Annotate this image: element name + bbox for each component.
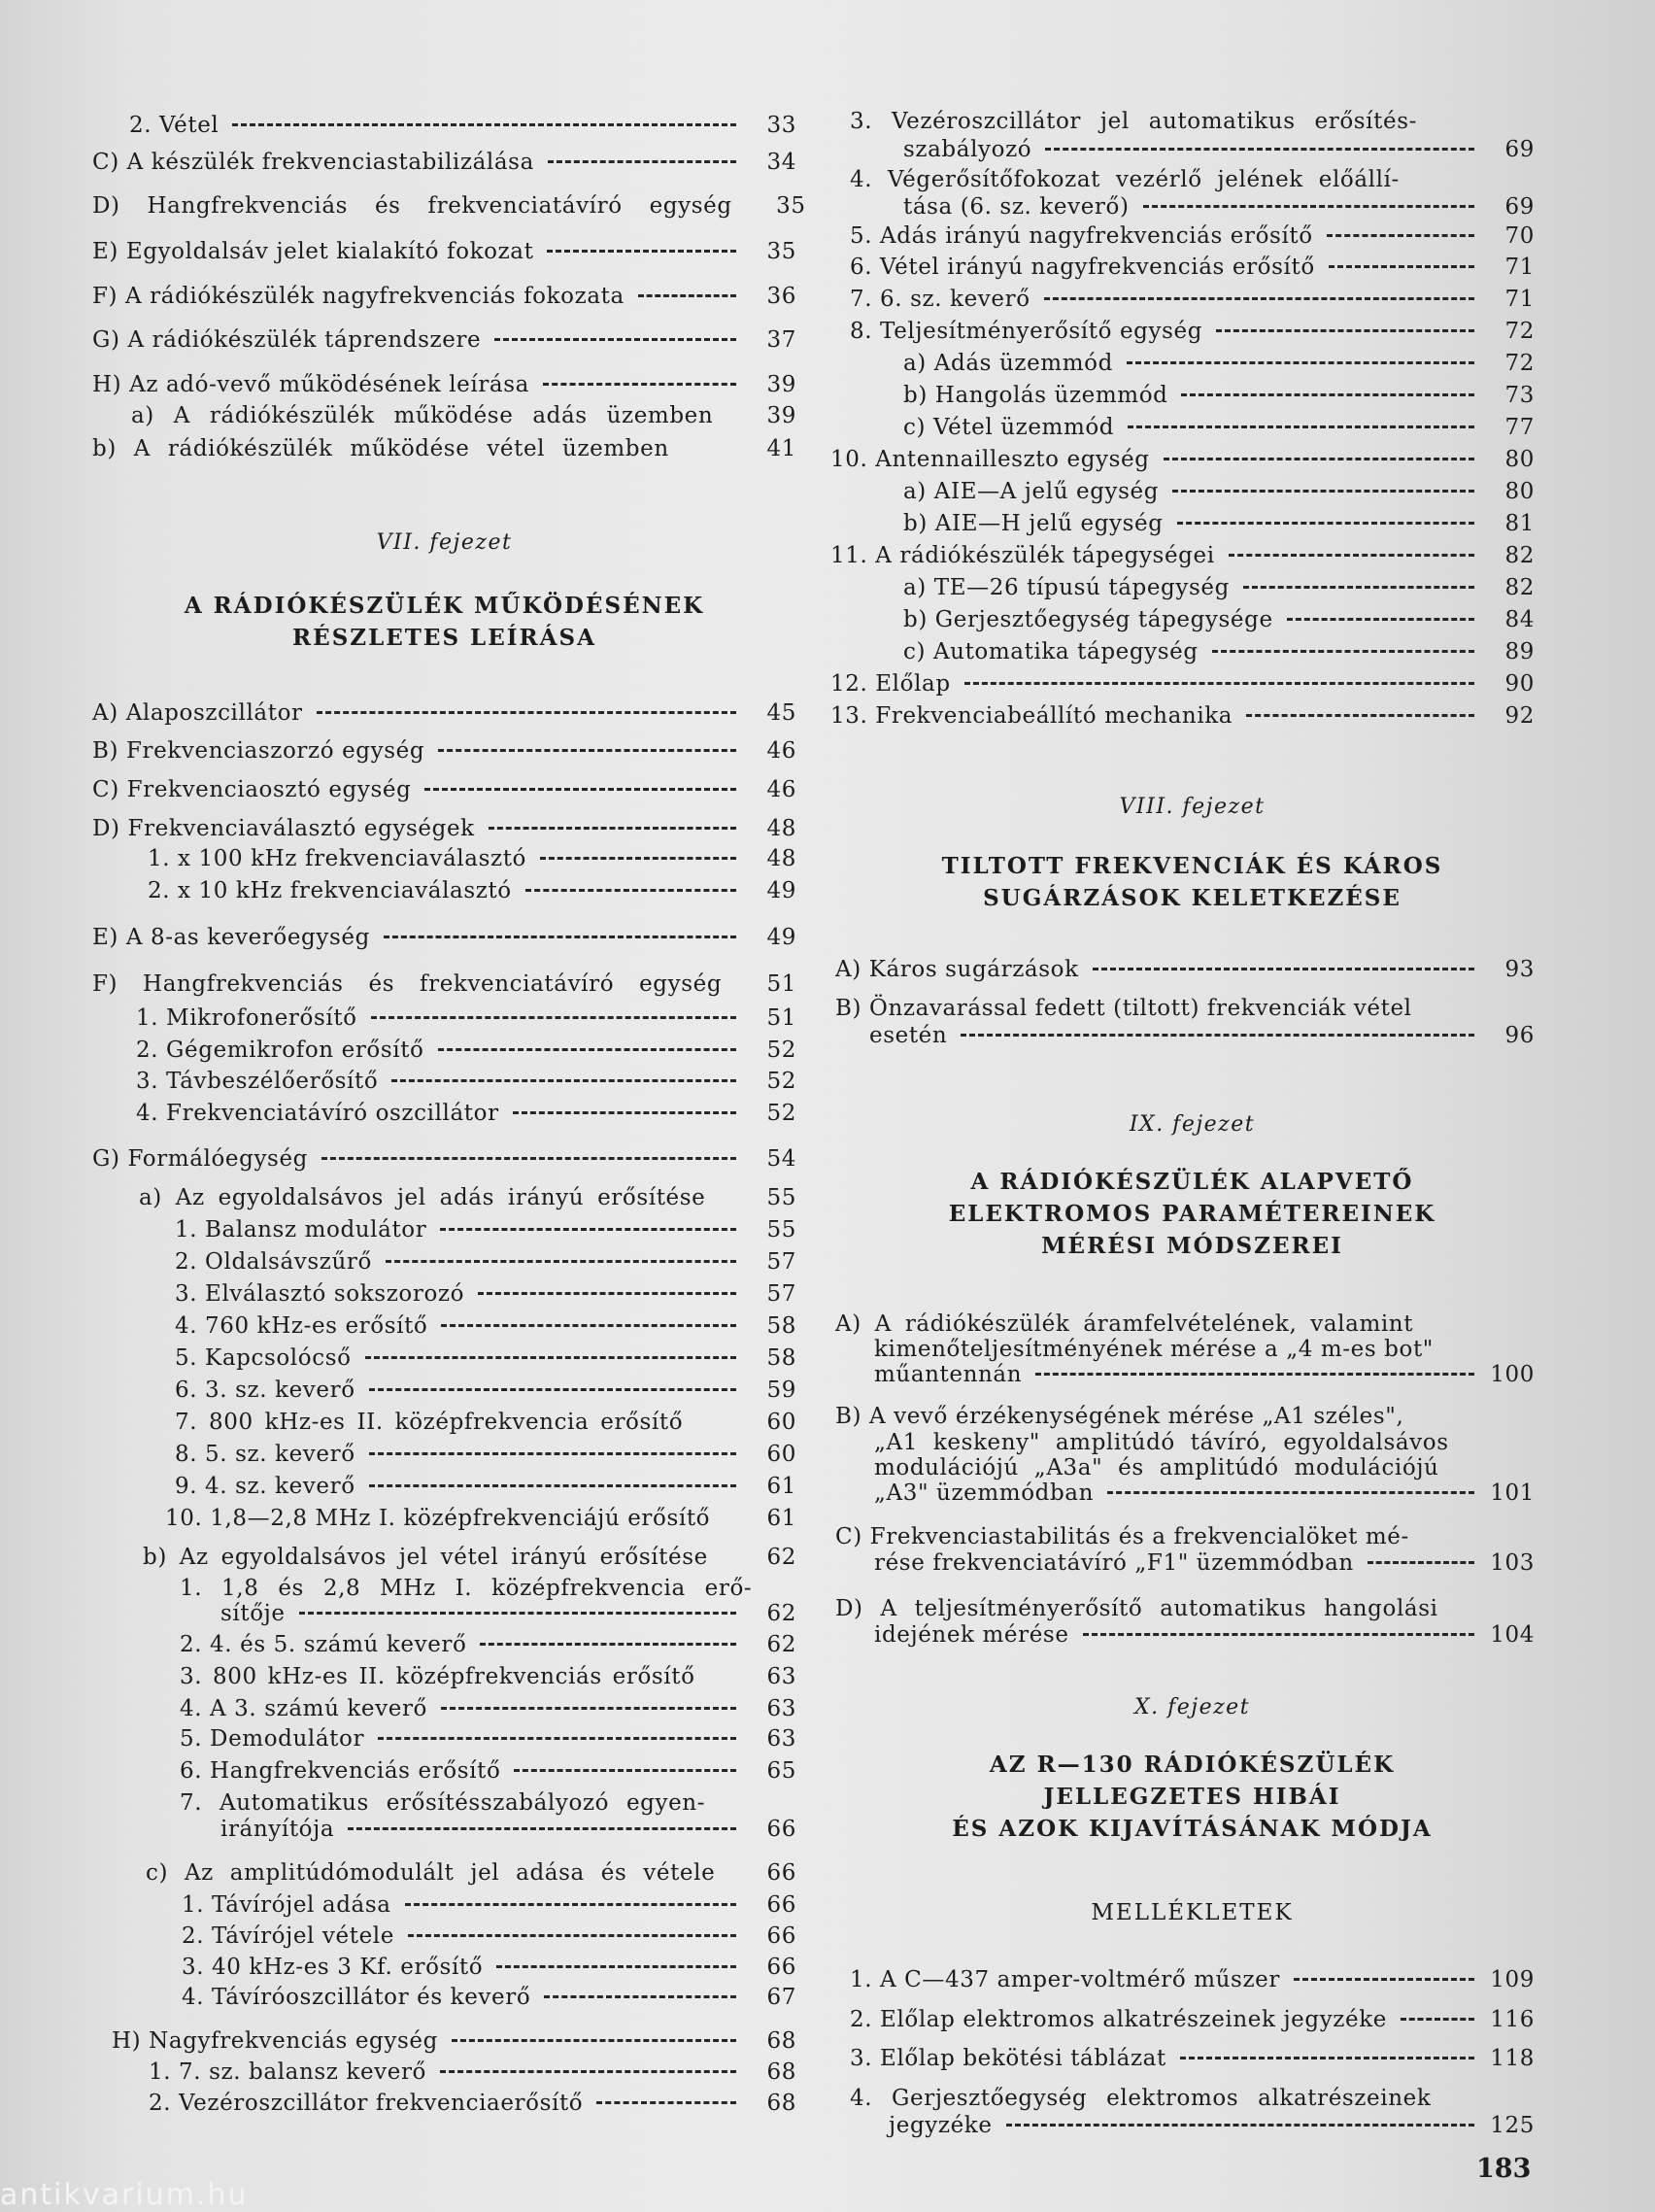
toc-entry: 7. Automatikus erősítésszabályozó egyen- [180,1790,706,1816]
toc-entry: b) Hangolás üzemmód 73 [903,383,1535,408]
chapter-title: JELLEGZETES HIBÁI [1043,1784,1341,1810]
toc-entry: a) Adás üzemmód 72 [903,351,1535,376]
toc-entry: A) Alaposzcillátor 45 [92,700,796,726]
toc-entry: 6. Vétel irányú nagyfrekvenciás erősítő 71 [850,255,1535,280]
toc-entry: H) Nagyfrekvenciás egység 68 [112,2028,796,2054]
toc-entry: A) Káros sugárzások 93 [835,957,1535,982]
toc-entry: 1. 7. sz. balansz keverő 68 [149,2059,796,2085]
toc-entry: 1. A C—437 amper-voltmérő műszer 109 [850,1967,1535,1992]
toc-entry: 6. 3. sz. keverő 59 [175,1378,796,1403]
toc-entry: 3. Elválasztó sokszorozó 57 [175,1281,796,1307]
page-number: 183 [1476,2154,1532,2184]
toc-entry: 6. Hangfrekvenciás erősítő 65 [180,1758,796,1784]
toc-entry: 3. Előlap bekötési táblázat 118 [850,2046,1535,2071]
toc-entry: 3. 40 kHz-es 3 Kf. erősítő 66 [182,1955,796,1980]
watermark: antikvarium.hu [0,2178,249,2212]
toc-entry: b) Az egyoldalsávos jel vétel irányú erősítése 62 [143,1545,796,1570]
toc-entry: 2. Vezéroszcillátor frekvenciaerősítő 68 [149,2091,796,2116]
toc-entry: F) A rádiókészülék nagyfrekvenciás fokozata 36 [92,284,796,309]
toc-entry: C) Frekvenciastabilitás és a frekvencialöket mé- [835,1524,1409,1549]
toc-entry: F) Hangfrekvenciás és frekvenciatávíró egység 51 [92,971,796,997]
appendices-heading: MELLÉKLETEK [1091,1900,1294,1925]
toc-entry: 2. Előlap elektromos alkatrészeinek jegyzéke 116 [850,2007,1535,2032]
toc-entry: 5. Kapcsolócső 58 [175,1345,796,1371]
toc-entry: sítője 62 [220,1601,796,1626]
toc-entry: 3. Távbeszélőerősítő 52 [136,1069,796,1094]
toc-entry: A) A rádiókészülék áramfelvételének, valamint [835,1311,1414,1337]
toc-entry: jegyzéke 125 [889,2113,1535,2138]
chapter-title: ELEKTROMOS PARAMÉTEREINEK [948,1201,1436,1227]
toc-entry: rése frekvenciatávíró „F1" üzemmódban 103 [874,1550,1535,1576]
chapter-title: TILTOTT FREKVENCIÁK ÉS KÁROS [941,853,1443,879]
chapter-label: VII. fejezet [376,530,513,555]
toc-entry: 10. Antennailleszto egység 80 [830,447,1535,472]
chapter-label: VIII. fejezet [1119,795,1266,819]
toc-entry: b) AIE—H jelű egység 81 [903,511,1535,536]
toc-entry: G) A rádiókészülék táprendszere 37 [92,327,796,353]
toc-entry: műantennán 100 [874,1362,1535,1387]
toc-entry: 2. x 10 kHz frekvenciaválasztó 49 [148,878,796,903]
toc-entry: C) A készülék frekvenciastabilizálása 34 [92,150,796,175]
toc-entry: 4. Végerősítőfokozat vezérlő jelének előállí- [850,167,1400,192]
toc-entry: 1. x 100 kHz frekvenciaválasztó 48 [148,846,796,871]
toc-entry: 10. 1,8—2,8 MHz I. középfrekvenciájú erősítő 61 [165,1506,796,1531]
toc-entry: 5. Adás irányú nagyfrekvenciás erősítő 70 [850,223,1535,249]
toc-entry: 2. Távírójel vétele 66 [182,1923,796,1949]
chapter-label: IX. fejezet [1129,1112,1256,1137]
toc-entry: c) Az amplitúdómodulált jel adása és vétele 66 [146,1860,796,1886]
toc-entry: 4. Gerjesztőegység elektromos alkatrészeinek [850,2086,1432,2111]
chapter-title: A RÁDIÓKÉSZÜLÉK MŰKÖDÉSÉNEK [184,593,705,619]
toc-entry: 2. Gégemikrofon erősítő 52 [136,1038,796,1063]
toc-entry: 9. 4. sz. keverő 61 [175,1474,796,1499]
toc-entry: „A1 keskeny" amplitúdó távíró, egyoldalsávos [874,1430,1449,1455]
toc-entry: B) Önzavarással fedett (tiltott) frekvenciák vétel [835,996,1412,1021]
toc-entry: c) Vétel üzemmód 77 [903,415,1535,440]
toc-entry: b) Gerjesztőegység tápegysége 84 [903,607,1535,632]
toc-entry: H) Az adó-vevő működésének leírása 39 [92,372,796,397]
toc-entry: irányítója 66 [220,1817,796,1842]
chapter-title: ÉS AZOK KIJAVÍTÁSÁNAK MÓDJA [952,1816,1433,1842]
toc-entry: 5. Demodulátor 63 [180,1726,796,1752]
toc-entry: 2. Oldalsávszűrő 57 [175,1249,796,1275]
toc-entry: C) Frekvenciaosztó egység 46 [92,777,796,802]
toc-entry: a) A rádiókészülék működése adás üzemben 39 [131,403,796,428]
chapter-title: RÉSZLETES LEÍRÁSA [292,625,596,651]
toc-entry: D) Hangfrekvenciás és frekvenciatávíró egység 35 [92,193,806,219]
toc-entry: szabályozó 69 [903,137,1535,162]
toc-entry: b) A rádiókészülék működése vétel üzemben 41 [92,436,796,461]
toc-entry: E) Egyoldalsáv jelet kialakító fokozat 35 [92,239,796,264]
toc-entry: 2. Vétel 33 [129,113,796,138]
toc-entry: c) Automatika tápegység 89 [903,639,1535,664]
toc-entry: kimenőteljesítményének mérése a „4 m-es bot" [874,1337,1434,1362]
toc-entry: 3. Vezéroszcillátor jel automatikus erősítés- [850,109,1417,134]
toc-entry: D) Frekvenciaválasztó egységek 48 [92,816,796,841]
toc-entry: 13. Frekvenciabeállító mechanika 92 [830,703,1535,729]
toc-entry: „A3" üzemmódban 101 [874,1480,1535,1506]
toc-entry: 1. 1,8 és 2,8 MHz I. középfrekvencia erő- [180,1576,753,1601]
toc-entry: modulációjú „A3a" és amplitúdó modulációjú [874,1455,1439,1480]
toc-entry: D) A teljesítményerősítő automatikus hangolási [835,1596,1438,1621]
toc-entry: 1. Mikrofonerősítő 51 [136,1005,796,1031]
toc-entry: B) Frekvenciaszorzó egység 46 [92,738,796,764]
toc-entry: esetén 96 [869,1023,1535,1048]
toc-entry: 1. Távírójel adása 66 [182,1892,796,1918]
toc-entry: idejének mérése 104 [874,1622,1535,1648]
toc-entry: 3. 800 kHz-es II. középfrekvenciás erősítő 63 [180,1664,796,1689]
chapter-label: X. fejezet [1133,1695,1251,1719]
toc-entry: B) A vevő érzékenységének mérése „A1 széles", [835,1404,1404,1429]
toc-entry: 2. 4. és 5. számú keverő 62 [180,1632,796,1657]
toc-entry: 1. Balansz modulátor 55 [175,1217,796,1242]
toc-entry: 4. A 3. számú keverő 63 [180,1696,796,1721]
chapter-title: MÉRÉSI MÓDSZEREI [1041,1233,1343,1259]
toc-entry: 4. Távíróoszcillátor és keverő 67 [182,1985,796,2010]
toc-entry: 7. 800 kHz-es II. középfrekvencia erősítő 60 [175,1410,796,1435]
toc-entry: a) Az egyoldalsávos jel adás irányú erősítése 55 [139,1185,796,1210]
toc-entry: a) TE—26 típusú tápegység 82 [903,575,1535,600]
toc-entry: 8. 5. sz. keverő 60 [175,1442,796,1467]
chapter-title: A RÁDIÓKÉSZÜLÉK ALAPVETŐ [970,1169,1414,1195]
chapter-title: SUGÁRZÁSOK KELETKEZÉSE [983,885,1402,911]
toc-entry: 7. 6. sz. keverő 71 [850,287,1535,312]
toc-entry: E) A 8-as keverőegység 49 [92,925,796,950]
toc-entry: 8. Teljesítményerősítő egység 72 [850,319,1535,344]
chapter-title: AZ R—130 RÁDIÓKÉSZÜLÉK [989,1752,1396,1778]
toc-entry: G) Formálóegység 54 [92,1146,796,1172]
toc-entry: a) AIE—A jelű egység 80 [903,479,1535,504]
toc-entry: 4. 760 kHz-es erősítő 58 [175,1313,796,1339]
toc-entry: 12. Előlap 90 [830,671,1535,697]
toc-entry: 4. Frekvenciatávíró oszcillátor 52 [136,1101,796,1126]
toc-entry: tása (6. sz. keverő) 69 [903,194,1535,220]
toc-entry: 11. A rádiókészülék tápegységei 82 [830,543,1535,568]
